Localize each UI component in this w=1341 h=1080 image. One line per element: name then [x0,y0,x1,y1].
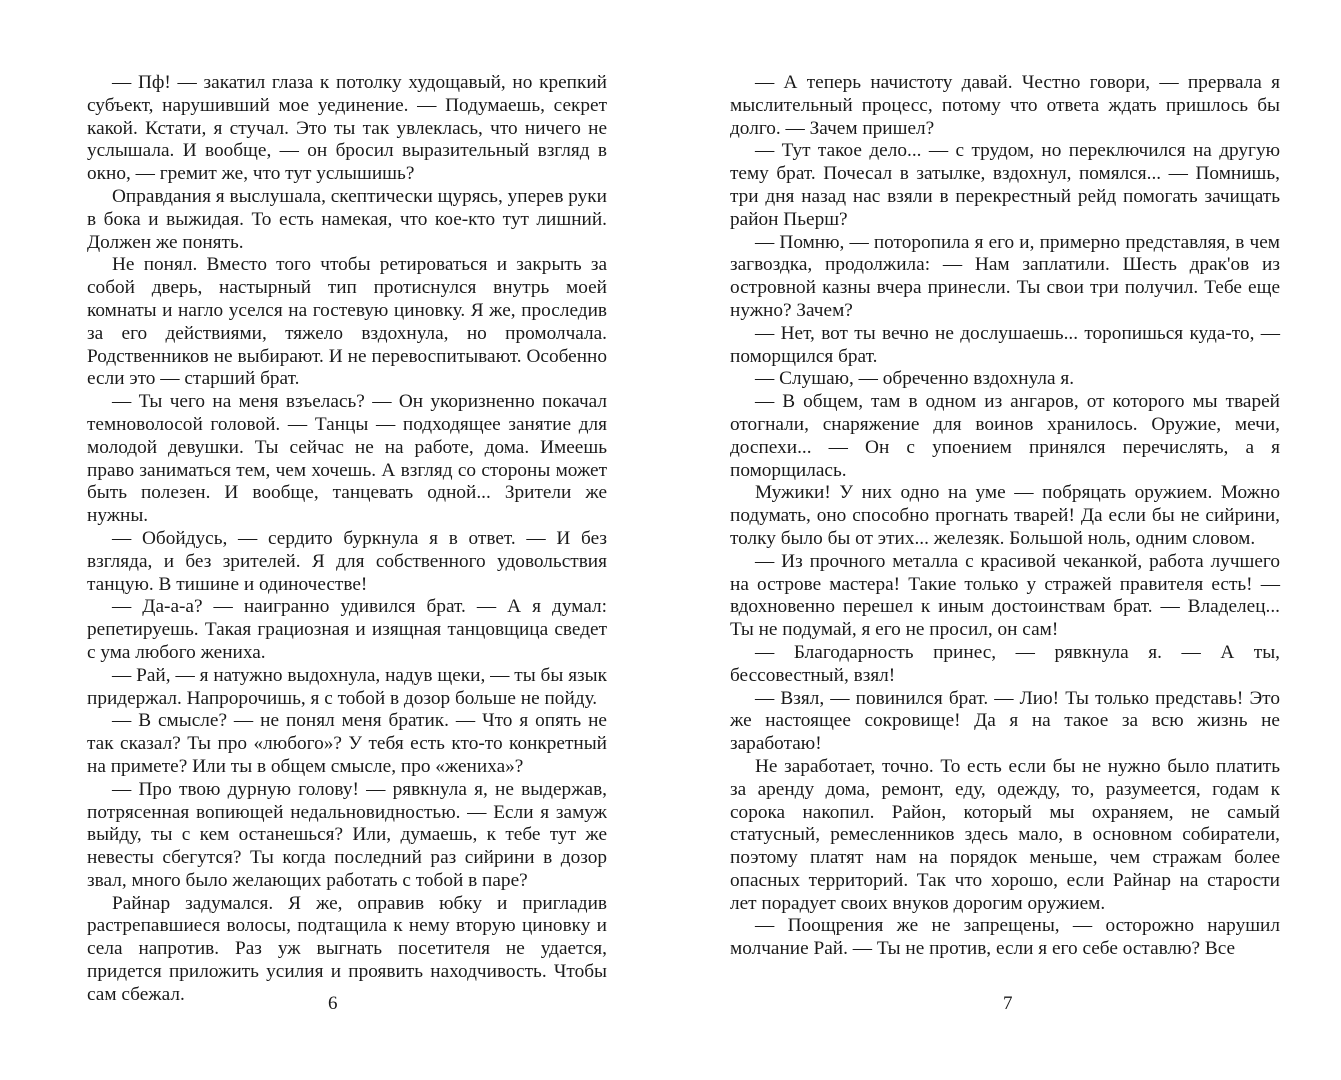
right-page-text [730,72,1280,961]
page-number-left: 6 [328,993,338,1014]
right-page [670,0,1341,1080]
paragraph: — Помню, — поторопила я его и, примерно представляя, в чем загвоздка, продолжила: — Нам заплатили. Шесть драк'ов из островной казны вчера принесли. Ты свои три получил. Тебе еще нужно? Зачем? [730,231,1280,321]
left-page [0,0,670,1080]
paragraph: — Обойдусь, — сердито буркнула я в ответ. — И без взгляда, и без зрителей. Я для собственного удовольствия танцую. В тишине и одиночестве! [87,527,607,595]
paragraph: — А теперь начистоту давай. Честно говори, — прервала я мыслительный процесс, потому что ответа ждать пришлось бы долго. — Зачем пришел? [730,72,1280,139]
paragraph: Мужики! У них одно на уме — побряцать оружием. Можно подумать, оно способно прогнать тварей! Да если бы не сийрини, толку было бы от этих... железяк. Большой ноль, одним словом. [730,482,1280,549]
paragraph: Не понял. Вместо того чтобы ретироваться и закрыть за собой дверь, настырный тип протиснулся внутрь моей комнаты и нагло уселся на гостевую циновку. Я же, проследив за его действиями, тяжело вздохнула, но промолчала. Родственников не выбирают. И не перевоспитывают. Особенно если это — старший брат. [87,254,607,390]
paragraph: — Благодарность принес, — рявкнула я. — А ты, бессовестный, взял! [730,641,1280,686]
paragraph: Не заработает, точно. То есть если бы не нужно было платить за аренду дома, ремонт, еду, одежду, то, разумеется, годам к сорока накопил. Район, который мы охраняем, не самый статусный, ремесленников здесь мало, в основном собиратели, поэтому платят нам на порядок меньше, чем стражам более опасных территорий. Так что хорошо, если Райнар на старости лет порадует своих внуков дорогим оружием. [730,755,1280,914]
left-page-text [87,72,607,1007]
page-number-right: 7 [1003,993,1013,1014]
paragraph: — Пф! — закатил глаза к потолку худощавый, но крепкий субъект, нарушивший мое уединение. — Подумаешь, секрет какой. Кстати, я стучал. Это ты так увлеклась, что ничего не услышала. И вообще, — он бросил выразительный взгляд в окно, — гремит же, что тут услышишь? [87,72,607,185]
paragraph: — Взял, — повинился брат. — Лио! Ты только представь! Это же настоящее сокровище! Да я на такое за всю жизнь не заработаю! [730,687,1280,755]
paragraph: Оправдания я выслушала, скептически щурясь, уперев руки в бока и выжидая. То есть намекая, что кое-кто тут лишний. Должен же понять. [87,185,607,253]
paragraph: — Поощрения же не запрещены, — осторожно нарушил молчание Рай. — Ты не против, если я его себе оставлю? Все [730,915,1280,960]
paragraph: — Тут такое дело... — с трудом, но переключился на другую тему брат. Почесал в затылке, вздохнул, помялся... — Помнишь, три дня назад нас взяли в перекрестный рейд помогать зачищать район Пьерш? [730,140,1280,230]
paragraph: — Про твою дурную голову! — рявкнула я, не выдержав, потрясенная вопиющей недальновидностью. — Если я замуж выйду, ты с кем останешься? Или, думаешь, к тебе тут же невесты сбегутся? Ты когда последний раз сийрини в дозор звал, много было желающих работать с тобой в паре? [87,778,607,891]
paragraph: — В общем, там в одном из ангаров, от которого мы тварей отогнали, снаряжение для воинов хранилось. Оружие, мечи, доспехи... — Он с упоением принялся перечислять, а я поморщилась. [730,391,1280,481]
paragraph: — Из прочного металла с красивой чеканкой, работа лучшего на острове мастера! Такие только у стражей правителя есть! — вдохновенно перешел к иным достоинствам брат. — Владелец... Ты не подумай, я его не просил, он сам! [730,550,1280,641]
paragraph: — Рай, — я натужно выдохнула, надув щеки, — ты бы язык придержал. Напророчишь, я с тобой в дозор больше не пойду. [87,664,607,709]
paragraph: — Нет, вот ты вечно не дослушаешь... торопишься куда-то, — поморщился брат. [730,322,1280,367]
paragraph: — В смысле? — не понял меня братик. — Что я опять не так сказал? Ты про «любого»? У тебя есть кто-то конкретный на примете? Или ты в общем смысле, про «жениха»? [87,710,607,777]
paragraph: Райнар задумался. Я же, оправив юбку и пригладив растрепавшиеся волосы, подтащила к нему вторую циновку и села напротив. Раз уж выгнать посетителя не удается, придется приложить усилия и проявить находчивость. Чтобы сам сбежал. [87,892,607,1005]
paragraph: — Слушаю, — обреченно вздохнула я. [755,368,1075,390]
paragraph: — Да-а-а? — наигранно удивился брат. — А я думал: репетируешь. Такая грациозная и изящная танцовщица сведет с ума любого жениха. [87,596,607,663]
paragraph: — Ты чего на меня взъелась? — Он укоризненно покачал темноволосой головой. — Танцы — подходящее занятие для молодой девушки. Ты сейчас не на работе, дома. Имеешь право заниматься тем, чем хочешь. А взгляд со стороны может быть полезен. И вообще, танцевать одной... Зрители же нужны. [87,391,607,527]
